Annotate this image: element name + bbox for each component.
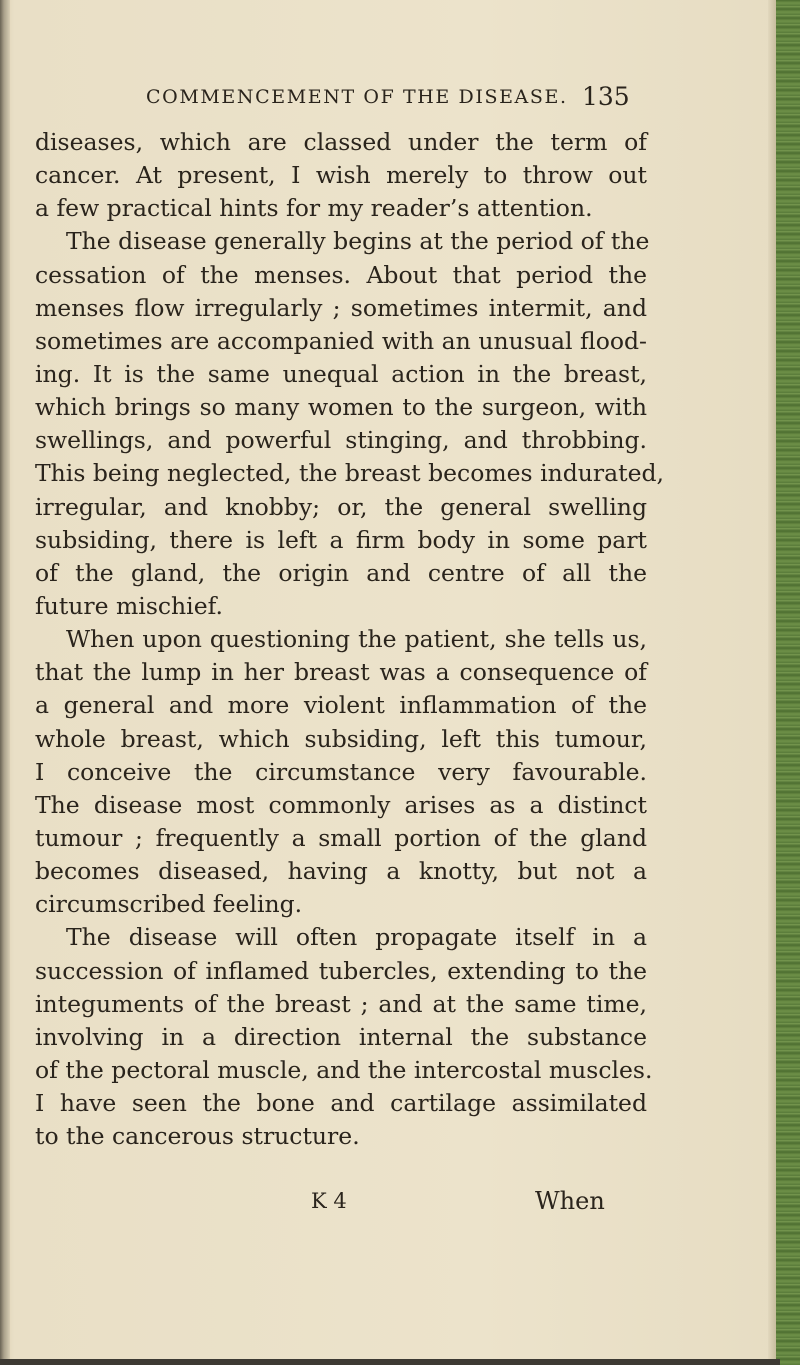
text-line: whole breast, which subsiding, left this tumour,: [35, 724, 647, 753]
text-line: circumscribed feeling.: [35, 890, 303, 919]
text-line: becomes diseased, having a knotty, but not a: [35, 857, 647, 886]
text-line: integuments of the breast ; and at the same time,: [35, 989, 647, 1018]
text-line: that the lump in her breast was a consequence of: [35, 658, 647, 687]
text-line: succession of inflamed tubercles, extending to the: [35, 956, 647, 985]
text-line: diseases, which are classed under the term of: [35, 128, 647, 156]
text-line: The disease will often propagate itself in a: [66, 923, 647, 952]
text-line: of the gland, the origin and centre of all the: [35, 558, 647, 587]
text-line: The disease generally begins at the period of the: [66, 227, 650, 256]
text-line: This being neglected, the breast becomes indurated,: [35, 459, 665, 488]
signature-mark: K 4: [311, 1189, 347, 1213]
text-line: tumour ; frequently a small portion of the gland: [35, 823, 647, 852]
page-number: 135: [582, 82, 630, 111]
text-line: swellings, and powerful stinging, and throbbing.: [35, 426, 647, 455]
text-line: to the cancerous structure.: [35, 1122, 360, 1151]
text-line: a general and more violent inflammation of the: [35, 691, 647, 720]
text-line: The disease most commonly arises as a distinct: [35, 790, 647, 819]
text-line: subsiding, there is left a firm body in some part: [35, 525, 647, 554]
text-line: involving in a direction internal the substance: [35, 1022, 647, 1051]
running-head-title: COMMENCEMENT OF THE DISEASE.: [146, 86, 568, 108]
text-line: which brings so many women to the surgeon, with: [35, 393, 647, 422]
text-line: I have seen the bone and cartilage assimilated: [35, 1089, 647, 1118]
text-line: cancer. At present, I wish merely to throw out: [35, 161, 647, 190]
text-line: I conceive the circumstance very favourable.: [35, 757, 647, 786]
catchword: When: [535, 1187, 605, 1215]
page-bottom-border: [0, 1359, 780, 1365]
body-text: [35, 126, 665, 1153]
text-line: of the pectoral muscle, and the intercostal muscles.: [35, 1055, 653, 1084]
text-line: cessation of the menses. About that period the: [35, 260, 647, 289]
page-footer: [0, 1187, 800, 1221]
running-head: [0, 82, 800, 116]
text-line: irregular, and knobby; or, the general swelling: [35, 492, 647, 521]
text-line: a few practical hints for my reader’s attention.: [35, 194, 593, 223]
text-line: menses flow irregularly ; sometimes intermit, and: [35, 293, 647, 322]
page-gutter-shadow: [0, 0, 10, 1365]
text-line: future mischief.: [35, 591, 223, 620]
text-line: When upon questioning the patient, she tells us,: [66, 625, 647, 654]
text-line: sometimes are accompanied with an unusual flood-: [35, 326, 647, 355]
green-cover-edge: [776, 0, 800, 1365]
page-fore-edge: [768, 0, 776, 1365]
text-line: ing. It is the same unequal action in the breast,: [35, 359, 647, 388]
